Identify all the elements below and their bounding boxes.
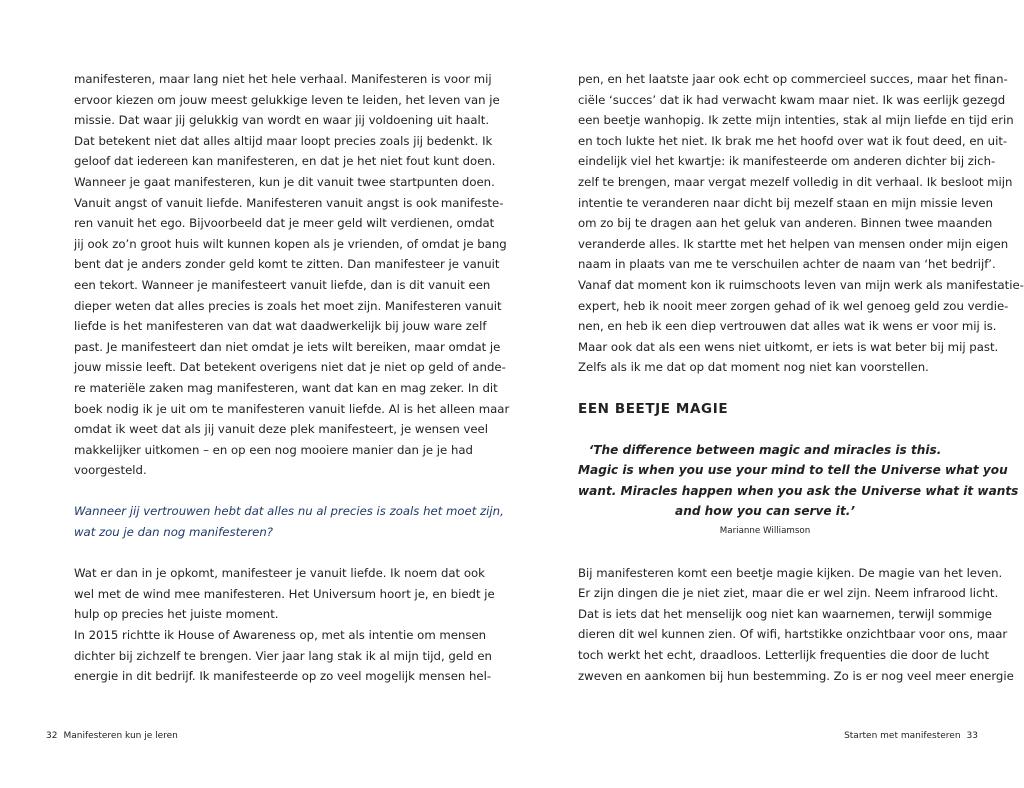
text-line: hulp op precies het juiste moment. xyxy=(74,607,279,622)
quote-attribution: Marianne Williamson xyxy=(719,526,811,537)
left-page-footer xyxy=(46,731,178,741)
right-page xyxy=(512,0,1024,788)
text-line: Wat er dan in je opkomt, manifesteer je vanuit liefde. Ik noem dat ook xyxy=(74,566,485,581)
text-line: nen, en heb ik een diep vertrouwen dat alles wat ik wens er voor mij is. xyxy=(578,319,997,334)
text-line: omdat ik weet dat als jij vanuit deze plek manifesteert, je wensen veel xyxy=(74,422,488,437)
epigraph-quote xyxy=(578,440,1019,542)
text-line: geloof dat iedereen kan manifesteren, en dat je het niet fout kunt doen. xyxy=(74,154,496,169)
quote-line: and how you can serve it.’ xyxy=(675,504,855,519)
text-line: ciële ‘succes’ dat ik had verwacht kwam maar niet. Ik was eerlijk gezegd xyxy=(578,92,1006,107)
page-number: 32 xyxy=(46,731,58,741)
left-paragraph-2 xyxy=(74,563,495,625)
paragraph-gap xyxy=(578,419,952,440)
running-title: Starten met manifesteren xyxy=(844,731,961,741)
quote-line: Magic is when you use your mind to tell the Universe what you xyxy=(578,463,1008,478)
paragraph-gap xyxy=(74,543,448,564)
text-line: dieper weten dat alles precies is zoals het moet zijn. Manifesteren vanuit xyxy=(74,298,502,313)
text-line: ervoor kiezen om jouw meest gelukkige leven te leiden, het leven van je xyxy=(74,92,500,107)
text-line: Zelfs als ik me dat op dat moment nog niet kan voorstellen. xyxy=(578,360,929,375)
text-line: makkelijker uitkomen – en op een nog mooiere manier dan je je had xyxy=(74,442,473,457)
paragraph-gap xyxy=(578,542,952,563)
text-line: toch werkt het echt, draadloos. Letterlijk frequenties die door de lucht xyxy=(578,648,990,663)
paragraph-gap xyxy=(74,481,448,502)
text-line: eindelijk viel het kwartje: ik manifesteerde om anderen dichter bij zich- xyxy=(578,154,996,169)
text-line: een tekort. Wanneer je manifesteert vanuit liefde, dan is dit vanuit een xyxy=(74,277,491,292)
text-line: Er zijn dingen die je niet ziet, maar die er wel zijn. Neem infrarood licht. xyxy=(578,586,999,601)
text-line: wel met de wind mee manifesteren. Het Universum hoort je, en biedt je xyxy=(74,586,495,601)
text-line: liefde is het manifesteren van dat wat daadwerkelijk bij jouw ware zelf xyxy=(74,319,487,334)
text-line: ren vanuit het ego. Bijvoorbeeld dat je meer geld wilt verdienen, omdat xyxy=(74,216,495,231)
text-line: pen, en het laatste jaar ook echt op commercieel succes, maar het finan- xyxy=(578,72,1008,86)
text-line: Bij manifesteren komt een beetje magie kijken. De magie van het leven. xyxy=(578,565,1003,580)
text-line: bent dat je anders zonder geld komt te zitten. Dan manifesteer je vanuit xyxy=(74,257,500,272)
text-line: In 2015 richtte ik House of Awareness op, met als intentie om mensen xyxy=(74,628,487,643)
running-title: Manifesteren kun je leren xyxy=(63,731,178,741)
text-line: missie. Dat waar jij gelukkig van wordt en waar jij voldoening uit haalt. xyxy=(74,113,490,128)
question-line: Wanneer jij vertrouwen hebt dat alles nu al precies is zoals het moet zijn, xyxy=(74,504,504,519)
text-line: voorgesteld. xyxy=(74,463,147,478)
text-line: dieren dit wel kunnen zien. Of wifi, hartstikke onzichtbaar voor ons, maar xyxy=(578,627,1008,642)
text-line: veranderde alles. Ik startte met het helpen van mensen onder mijn eigen xyxy=(578,236,1009,251)
text-line: manifesteren, maar lang niet het hele verhaal. Manifesteren is voor mij xyxy=(74,72,492,86)
text-line: intentie te veranderen naar dicht bij mezelf staan en mijn missie leven xyxy=(578,195,994,210)
text-line: zweven en aankomen bij hun bestemming. Zo is er nog veel meer energie xyxy=(578,668,1014,683)
text-line: jouw missie leeft. Dat betekent overigens niet dat je niet op geld of ande- xyxy=(74,360,506,375)
reflection-question xyxy=(74,501,504,542)
text-line: Wanneer je gaat manifesteren, kun je dit vanuit twee startpunten doen. xyxy=(74,174,495,189)
quote-line: ‘The difference between magic and miracles is this. xyxy=(588,442,942,457)
text-line: re materiële zaken mag manifesteren, want dat kan en mag zeker. In dit xyxy=(74,380,498,395)
text-line: Dat is iets dat het menselijk oog niet kan waarnemen, terwijl sommige xyxy=(578,606,992,621)
left-page-body xyxy=(74,69,510,687)
text-line: Vanuit angst of vanuit liefde. Manifesteren vanuit angst is ook manifeste- xyxy=(74,195,504,210)
text-line: een beetje wanhopig. Ik zette mijn intenties, stak al mijn liefde en tijd erin xyxy=(578,113,1014,128)
text-line: zelf te brengen, maar vergat mezelf volledig in dit verhaal. Ik besloot mijn xyxy=(578,174,1013,189)
left-paragraph-1 xyxy=(74,69,510,481)
quote-line: want. Miracles happen when you ask the Universe what it wants xyxy=(578,483,1019,498)
text-line: Vanaf dat moment kon ik ruimschoots leven van mijn werk als manifestatie- xyxy=(578,277,1024,292)
left-paragraph-3 xyxy=(74,625,492,687)
text-line: Dat betekent niet dat alles altijd maar loopt precies zoals jij bedenkt. Ik xyxy=(74,133,493,148)
right-page-body xyxy=(578,69,1024,686)
question-line: wat zou je dan nog manifesteren? xyxy=(74,525,273,540)
text-line: expert, heb ik nooit meer zorgen gehad of ik wel genoeg geld zou verdie- xyxy=(578,298,1009,313)
text-line: energie in dit bedrijf. Ik manifesteerde op zo veel mogelijk mensen hel- xyxy=(74,669,492,684)
text-line: en toch lukte het niet. Ik brak me het hoofd over wat ik fout deed, en uit- xyxy=(578,133,1008,148)
right-paragraph-1 xyxy=(578,69,1024,378)
right-page-footer xyxy=(844,731,978,741)
page-number: 33 xyxy=(966,731,978,741)
text-line: om zo bij te dragen aan het geluk van anderen. Binnen twee maanden xyxy=(578,216,993,231)
text-line: naam in plaats van me te verschuilen achter de naam van ‘het bedrijf’. xyxy=(578,257,996,272)
text-line: jij ook zo’n groot huis wilt kunnen kopen als je vrienden, of omdat je bang xyxy=(74,236,507,251)
text-line: boek nodig ik je uit om te manifesteren vanuit liefde. Al is het alleen maar xyxy=(74,401,510,416)
section-heading: EEN BEETJE MAGIE xyxy=(578,400,729,417)
right-paragraph-2 xyxy=(578,563,1014,687)
text-line: past. Je manifesteert dan niet omdat je iets wilt bereiken, maar omdat je xyxy=(74,339,501,354)
text-line: dichter bij zichzelf te brengen. Vier jaar lang stak ik al mijn tijd, geld en xyxy=(74,648,492,663)
text-line: Maar ook dat als een wens niet uitkomt, er iets is wat beter bij mij past. xyxy=(578,339,999,354)
paragraph-gap xyxy=(578,378,952,399)
